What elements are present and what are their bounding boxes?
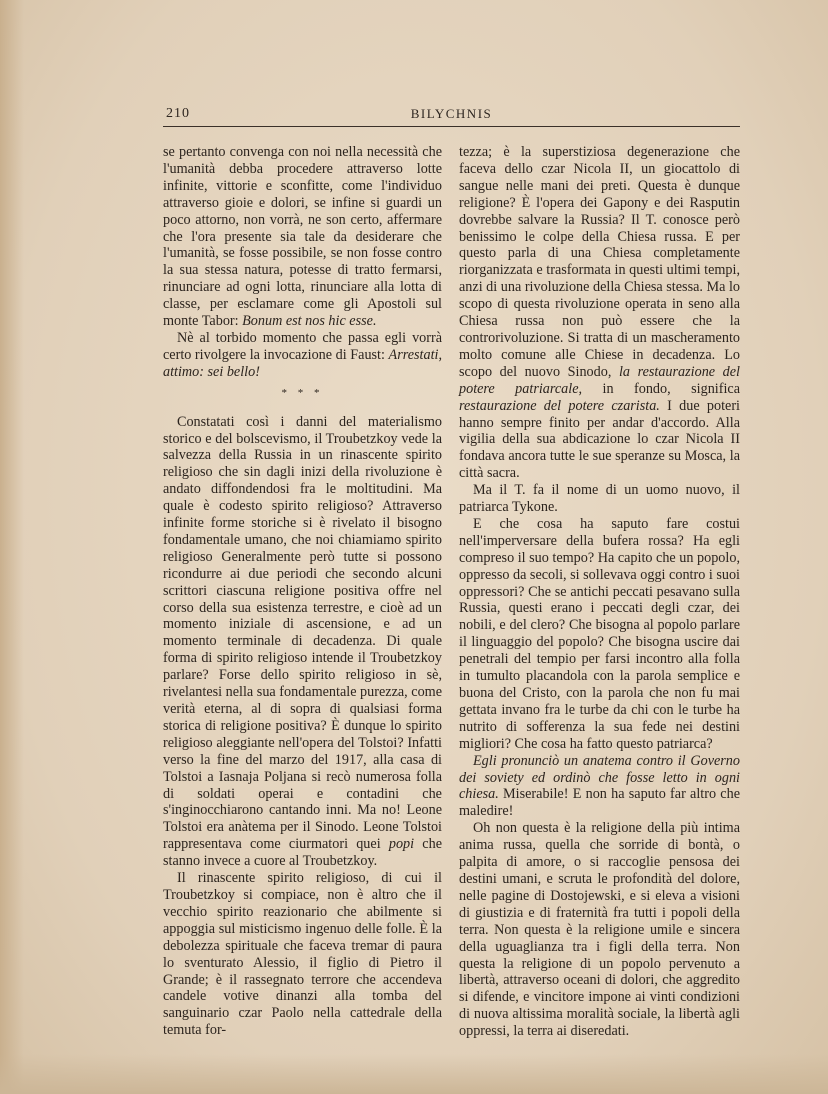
paragraph [163,414,442,870]
paragraph-text: Nè al torbido momento che passa egli vorrà certo rivolgere la invocazione di Faust: [163,329,442,363]
page-bottom-shadow [0,1054,828,1094]
faust-quote: Arrestati, attimo: sei bello! [163,346,442,380]
paragraph-text: Constatati così i danni del materialismo storico e del bolscevismo, il Troubetzkoy vede la salvezza della Russia in un rinascente spirito religioso che sin dagli inizi della rivoluzione è andato diffondendosi fra le moltitudini. Ma quale è codesto spirito religioso? Attraverso infinite forme storiche si è rivelato il bisogno fondamentale umano, che noi chiamiamo spirito religioso Generalmente però tutte si possono ricondurre ai due periodi che secondo alcuni scrittori ciascuna religione positiva offre nel corso della sua esistenza terrestre, e cioè ad un momento iniziale di ascensione, e ad un momento terminale di decadenza. Di quale forma di spirito religioso intende il Troubetzkoy parlare? Forse dello spirito religioso in sè, rivelantesi nella sua fondamentale purezza, come verità eterna, al di sopra di qualsiasi forma storica di religione positiva? È dunque lo spirito religioso aleggiante nell'opera del Tolstoi? Infatti verso la fine del marzo del 1917, alla casa di Tolstoi a Iasnaja Poljana si recò numerosa folla di soldati operai e contadini che s'inginocchiarono cantando inni. Ma no! Leone Tolstoi era anàtema per il Sinodo. Leone Tolstoi rappresentava come ciurmatori quei [163,413,442,853]
paragraph [459,516,740,753]
paragraph-text: che stanno invece a cuore al Troubetzkoy. [163,836,442,870]
paragraph [459,144,740,482]
right-column [459,144,740,1040]
latin-quote: Bonum est nos hic esse. [242,313,377,330]
paragraph-text: Miserabile! E non ha saputo far altro che maledire! [459,786,740,820]
paragraph-text: in fondo, significa [582,380,740,397]
paragraph-text: Oh non questa è la religione della più intima anima russa, quella che sorride di bontà, o palpita di amore, o si raccoglie pensosa dei destini umani, e scruta le profondità del dolore, nelle pagine di Dostojewski, e si eleva a visioni di giustizia e di fraternità fra tutti i popoli della terra. Non questa è la religione umile e sincera della uguaglianza tra i figli della terra. Non questa la religione di un popolo pervenuto a libertà, attraverso oceani di dolori, che aggredito si difende, e vincitore impone ai vinti condizioni di nuova altissima moralità sociale, la libertà agli oppressi, la terra ai diseredati. [459,820,740,1040]
header-rule [163,126,740,127]
italic-phrase: la restaurazione del potere patriarcale, [459,363,740,397]
paragraph-text: tezza; è la superstiziosa degenerazione che faceva dello czar Nicola II, un giocattolo di sangue nelle mani dei preti. Questa è dunque religione? È l'opera dei Gapony e dei Rasputin dovrebbe salvare la Russia? Il T. conosce però benissimo le colpe della Chiesa russa. E per questo parla di una Chiesa completamente riorganizzata e trasformata in questi ultimi tempi, anzi di una rivoluzione della Chiesa stessa. Ma lo scopo di questa rivoluzione operata in seno alla Chiesa russa non può essere che la controrivoluzione. Si tratta di un mascheramento molto comune alle Chiese in decadenza. Lo scopo del nuovo Sinodo, [459,144,740,380]
running-title: BILYCHNIS [410,106,493,121]
italic-phrase: Egli pronunciò un anatema contro il Governo dei soviety ed ordinò che fosse letto in ogni chiesa. [459,752,740,803]
page-edge-shadow [0,0,24,1094]
paragraph-text: I due poteri hanno sempre finito per andar d'accordo. Alla vigilia della sua abdicazione lo czar Nicola II fondava ancora tutte le sue speranze su Mosca, la città sacra. [459,397,740,482]
paragraph [459,820,740,1040]
paragraph [163,870,442,1039]
paragraph [459,482,740,516]
italic-phrase: restaurazione del potere czarista. [459,397,660,414]
italic-word: popi [388,836,415,853]
left-column [163,144,442,1039]
paragraph [163,330,442,381]
page-number: 210 [166,106,190,121]
paragraph-text: Il rinascente spirito religioso, di cui il Troubetzkoy si compiace, non è altro che il vecchio spirito reazionario che abilmente si appoggia sul misticismo ingenuo delle folle. È la debolezza spirituale che faceva tremar di paura lo sventurato Alessio, il figlio di Pietro il Grande; è il rassegnato terrore che accendeva candele votive dinanzi alla tomba del sanguinario czar Paolo nella cattedrale della temuta for- [163,870,442,1039]
page-header [163,106,740,126]
paragraph [459,753,740,821]
paragraph-text: se pertanto convenga con noi nella necessità che l'umanità debba procedere attraverso lotte infinite, vittorie e sconfitte, come l'individuo attraverso gioie e dolori, se infine si guardi un poco attorno, non vorrà, ne son certo, affermare che l'ora presente sia tale da desiderare che l'umanità, se fosse possibile, se non fosse contro la sua stessa natura, potesse di tratto fermarsi, rinunciare ad ogni lotta, rinunciare alla lotta di classe, per esclamare come gli Apostoli sul monte Tabor: [163,144,442,330]
paragraph-text: E che cosa ha saputo fare costui nell'imperversare della bufera rossa? Ha egli compreso il suo tempo? Ha capito che un popolo, oppresso da secoli, si sollevava oggi contro i suoi oppressori? Che se antichi peccati pesavano sulla Russia, questi erano i peccati degli czar, dei nobili, e del clero? Che bisogna al popolo parlare il linguaggio del popolo? Che bisogna uscire dai penetrali del tempio per farsi incontro alla folla in tumulto placandola con la parola semplice e buona del Cristo, con la parola che non fu mai gettata invano fra le turbe da chi con le turbe ha nutrito di sofferenza la sua fede nei destini migliori? Che cosa ha fatto questo patriarca? [459,515,740,752]
section-separator: * * * [281,386,324,399]
paragraph [163,144,442,330]
paragraph-text: Ma il T. fa il nome di un uomo nuovo, il patriarca Tykone. [459,482,740,516]
